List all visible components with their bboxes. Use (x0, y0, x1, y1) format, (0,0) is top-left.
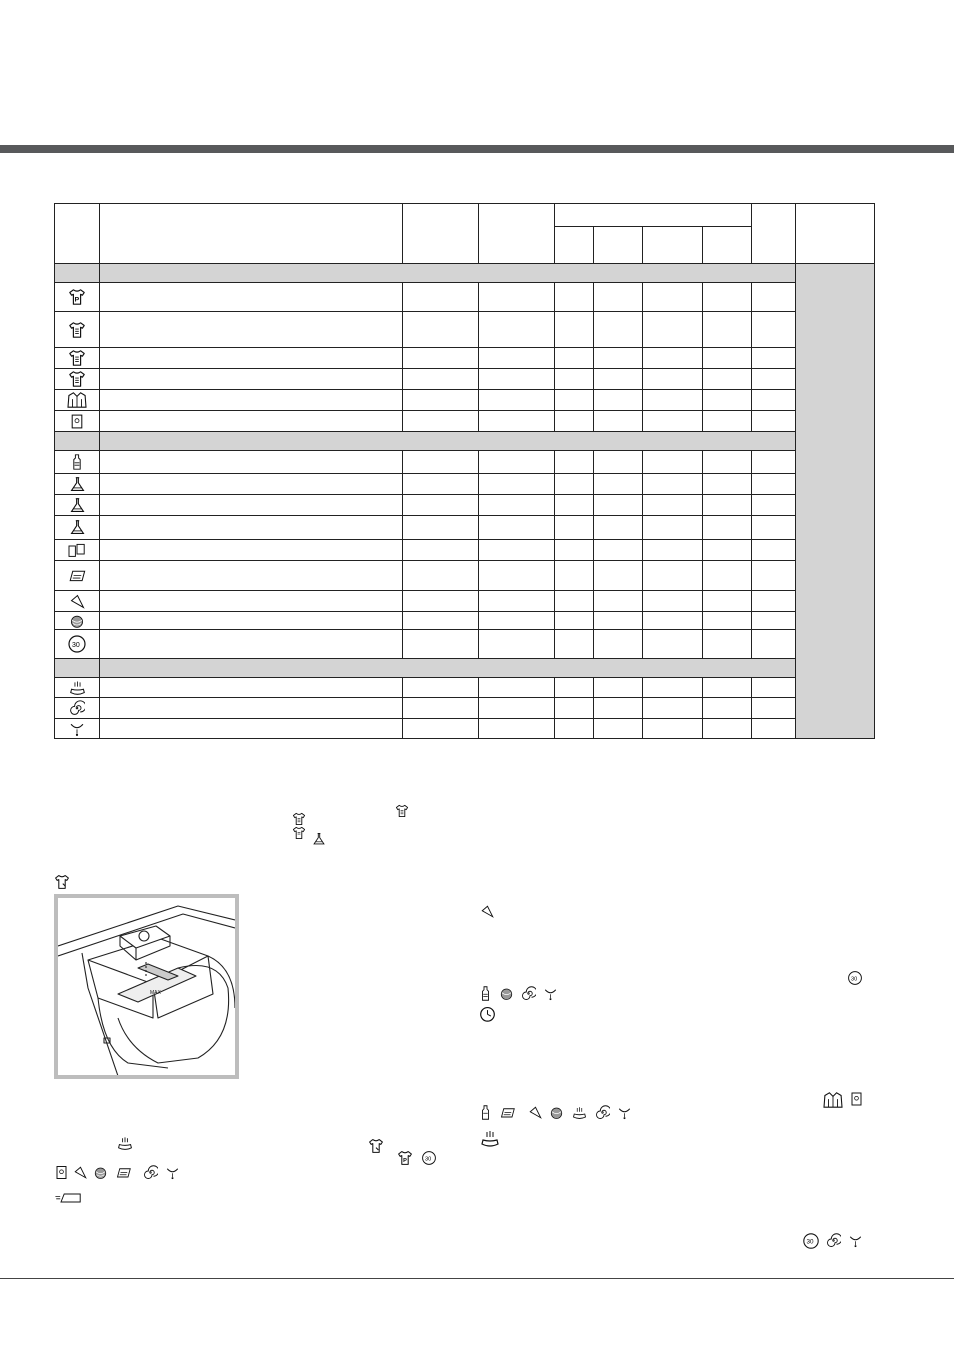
flask-icon (55, 474, 100, 495)
table-cell (403, 516, 479, 540)
table-cell (479, 678, 555, 698)
shirt-lines-icon (55, 348, 100, 369)
header-cell (55, 204, 100, 264)
table-cell (643, 630, 703, 659)
table-row (55, 451, 875, 474)
shirt-lines-icon (55, 369, 100, 390)
table-cell (643, 283, 703, 312)
shirt-lines-icon (292, 826, 306, 840)
baby-bottle-icon (478, 1104, 493, 1121)
table-cell (403, 283, 479, 312)
iron-icon (54, 1190, 84, 1206)
table-cell (752, 630, 796, 659)
rinse-icon (572, 1105, 587, 1120)
table-cell (403, 698, 479, 719)
table-cell (555, 348, 594, 369)
table-cell (403, 474, 479, 495)
jacket-icon (822, 1091, 844, 1109)
towels-icon (55, 540, 100, 561)
table-cell (479, 390, 555, 411)
baby-bottle-icon (478, 985, 493, 1002)
drain-icon (617, 1105, 632, 1120)
silk-icon (55, 591, 100, 612)
jeans-label-icon (54, 1165, 69, 1180)
silk-icon (528, 1105, 543, 1120)
wool-ball-icon (55, 612, 100, 630)
section-header-row (55, 659, 875, 678)
rinse-icon (117, 1135, 133, 1151)
table-cell (752, 495, 796, 516)
table-cell (555, 390, 594, 411)
table-cell (100, 283, 403, 312)
table-cell (594, 591, 643, 612)
table-row (55, 561, 875, 591)
timer-30-icon (55, 630, 100, 659)
table-cell (752, 283, 796, 312)
table-cell (100, 495, 403, 516)
header-cell (703, 227, 752, 264)
table-cell (752, 390, 796, 411)
table-cell (555, 540, 594, 561)
table-cell (594, 451, 643, 474)
shirt-p-icon (55, 283, 100, 312)
timer-30-icon (802, 1232, 820, 1250)
stain-shirt-icon (54, 874, 70, 890)
table-cell (100, 390, 403, 411)
header-cell (643, 227, 703, 264)
table-cell (555, 283, 594, 312)
jeans-label-icon (55, 411, 100, 432)
section-cell (55, 432, 100, 451)
table-cell (100, 348, 403, 369)
table-cell (752, 612, 796, 630)
silk-icon (480, 904, 495, 919)
table-cell (100, 516, 403, 540)
table-cell (479, 369, 555, 390)
table-cell (703, 369, 752, 390)
table-cell (100, 312, 403, 348)
duvet-icon (55, 561, 100, 591)
table-cell (403, 390, 479, 411)
table-cell (100, 561, 403, 591)
table-cell (479, 516, 555, 540)
table-cell (403, 561, 479, 591)
table-cell (752, 591, 796, 612)
table-cell (555, 474, 594, 495)
drain-icon (165, 1165, 180, 1180)
detergent-drawer-illustration (54, 894, 239, 1079)
svg-text:P: P (74, 296, 80, 304)
table-cell (594, 390, 643, 411)
flask-icon (312, 832, 326, 846)
table-cell (594, 612, 643, 630)
table-cell (703, 719, 752, 739)
table-cell (752, 411, 796, 432)
table-cell (643, 591, 703, 612)
table-cell (594, 516, 643, 540)
spin-icon (595, 1105, 610, 1120)
table-cell (555, 719, 594, 739)
header-cell (752, 204, 796, 264)
table-cell (403, 591, 479, 612)
table-cell (594, 540, 643, 561)
table-cell (703, 678, 752, 698)
table-cell (643, 612, 703, 630)
header-cell (479, 204, 555, 264)
table-cell (479, 312, 555, 348)
table-cell (555, 561, 594, 591)
table-cell (479, 495, 555, 516)
rinse-icon (55, 678, 100, 698)
table-row (55, 474, 875, 495)
table-cell (100, 612, 403, 630)
table-cell (403, 495, 479, 516)
table-cell (555, 612, 594, 630)
table-cell (752, 678, 796, 698)
table-cell (594, 411, 643, 432)
table-cell (703, 612, 752, 630)
table-cell (403, 678, 479, 698)
table-row (55, 495, 875, 516)
table-row (55, 540, 875, 561)
table-cell (479, 283, 555, 312)
table-cell (403, 630, 479, 659)
table-cell (479, 561, 555, 591)
table-cell (703, 283, 752, 312)
table-cell (594, 678, 643, 698)
table-cell (703, 348, 752, 369)
spin-icon (826, 1233, 841, 1248)
table-cell (643, 540, 703, 561)
rinse-icon (479, 1128, 501, 1148)
table-cell (594, 348, 643, 369)
table-header-row (55, 204, 875, 227)
table-cell (752, 451, 796, 474)
shirt-lines-icon (292, 812, 306, 826)
timer-30-icon (847, 970, 863, 986)
header-cell (796, 204, 875, 264)
duvet-icon (499, 1105, 516, 1120)
table-cell (479, 451, 555, 474)
table-cell (555, 451, 594, 474)
table-cell (100, 698, 403, 719)
section-cell (55, 659, 100, 678)
table-row (55, 719, 875, 739)
header-cell (555, 227, 594, 264)
baby-bottle-icon (55, 451, 100, 474)
table-row (55, 312, 875, 348)
table-cell (643, 451, 703, 474)
table-cell (100, 630, 403, 659)
table-cell (752, 719, 796, 739)
table-cell (752, 348, 796, 369)
table-row (55, 411, 875, 432)
table-cell (643, 678, 703, 698)
table-cell (479, 348, 555, 369)
flask-icon (55, 516, 100, 540)
shirt-lines-icon (395, 804, 409, 818)
table-cell (703, 630, 752, 659)
table-cell (403, 411, 479, 432)
table-cell (555, 698, 594, 719)
table-cell (703, 561, 752, 591)
table-cell (555, 591, 594, 612)
table-cell (594, 561, 643, 591)
svg-text:30: 30 (851, 976, 858, 983)
spin-icon (521, 986, 536, 1001)
table-cell (643, 719, 703, 739)
svg-text:P: P (403, 1158, 407, 1164)
section-cell (55, 264, 100, 283)
table-cell (555, 630, 594, 659)
stain-shirt-icon (368, 1138, 384, 1154)
table-cell (100, 369, 403, 390)
table-cell (703, 411, 752, 432)
table-cell (555, 411, 594, 432)
flask-icon (55, 495, 100, 516)
table-cell (643, 348, 703, 369)
header-cell (594, 227, 643, 264)
table-cell (643, 369, 703, 390)
table-cell (403, 719, 479, 739)
drain-icon (543, 986, 558, 1001)
table-cell (479, 612, 555, 630)
table-cell (643, 698, 703, 719)
header-cell (100, 204, 403, 264)
wool-ball-icon (499, 986, 514, 1001)
table-cell (403, 451, 479, 474)
spin-icon (55, 698, 100, 719)
section-cell (100, 432, 796, 451)
table-cell (594, 369, 643, 390)
table-cell (643, 312, 703, 348)
table-cell (479, 411, 555, 432)
table-row (55, 591, 875, 612)
table-cell (703, 474, 752, 495)
table-cell (594, 283, 643, 312)
table-cell (643, 495, 703, 516)
table-row (55, 369, 875, 390)
table-cell (752, 561, 796, 591)
table-cell (703, 698, 752, 719)
table-cell (100, 451, 403, 474)
table-row (55, 390, 875, 411)
table-cell (100, 719, 403, 739)
table-cell (752, 516, 796, 540)
spin-icon (143, 1165, 158, 1180)
table-cell (594, 312, 643, 348)
jeans-label-icon (849, 1091, 864, 1107)
table-cell (479, 719, 555, 739)
table-cell (703, 390, 752, 411)
clock-icon (479, 1005, 496, 1022)
drain-icon (848, 1233, 863, 1248)
table-cell (555, 516, 594, 540)
table-cell (100, 540, 403, 561)
table-cell (752, 698, 796, 719)
table-cell (555, 495, 594, 516)
drain-icon (55, 719, 100, 739)
table-cell (100, 591, 403, 612)
table-cell (403, 348, 479, 369)
table-cell (752, 474, 796, 495)
notes-column-cell (796, 264, 875, 739)
table-row (55, 612, 875, 630)
table-cell (403, 612, 479, 630)
header-cell (403, 204, 479, 264)
table-cell (643, 561, 703, 591)
bottom-rule (0, 1278, 954, 1279)
section-header-row (55, 432, 875, 451)
table-cell (555, 312, 594, 348)
table-cell (703, 312, 752, 348)
table-cell (703, 540, 752, 561)
table-cell (643, 390, 703, 411)
svg-text:30: 30 (425, 1156, 432, 1163)
table-row (55, 283, 875, 312)
table-cell (752, 312, 796, 348)
section-cell (100, 659, 796, 678)
table-cell (703, 451, 752, 474)
table-cell (703, 495, 752, 516)
table-cell (594, 719, 643, 739)
duvet-icon (115, 1165, 132, 1180)
table-cell (479, 591, 555, 612)
table-row (55, 698, 875, 719)
top-rule (0, 145, 954, 153)
svg-text:30: 30 (72, 642, 80, 649)
wool-ball-icon (549, 1105, 564, 1120)
wool-ball-icon (93, 1165, 108, 1180)
table-cell (643, 474, 703, 495)
table-cell (594, 495, 643, 516)
table-cell (643, 516, 703, 540)
table-cell (403, 312, 479, 348)
table-cell (703, 516, 752, 540)
table-cell (100, 474, 403, 495)
table-cell (100, 678, 403, 698)
table-cell (594, 698, 643, 719)
table-cell (594, 630, 643, 659)
header-cell (555, 204, 752, 227)
svg-text:30: 30 (806, 1238, 814, 1246)
table-cell (479, 630, 555, 659)
section-cell (100, 264, 796, 283)
max-mark: MAX (150, 990, 161, 996)
shirt-lines-icon (55, 312, 100, 348)
table-cell (555, 369, 594, 390)
shirt-p-icon (397, 1150, 413, 1166)
table-cell (703, 591, 752, 612)
table-cell (479, 474, 555, 495)
table-row (55, 348, 875, 369)
table-cell (594, 474, 643, 495)
table-cell (643, 411, 703, 432)
table-cell (752, 369, 796, 390)
table-cell (479, 698, 555, 719)
table-row (55, 630, 875, 659)
table-row (55, 678, 875, 698)
table-cell (100, 411, 403, 432)
table-cell (479, 540, 555, 561)
table-cell (555, 678, 594, 698)
jacket-icon (55, 390, 100, 411)
table-cell (403, 540, 479, 561)
table-cell (752, 540, 796, 561)
table-cell (403, 369, 479, 390)
table-row (55, 516, 875, 540)
programme-table (54, 203, 875, 739)
timer-30-icon (421, 1150, 437, 1166)
section-header-row (55, 264, 875, 283)
silk-icon (73, 1165, 88, 1180)
